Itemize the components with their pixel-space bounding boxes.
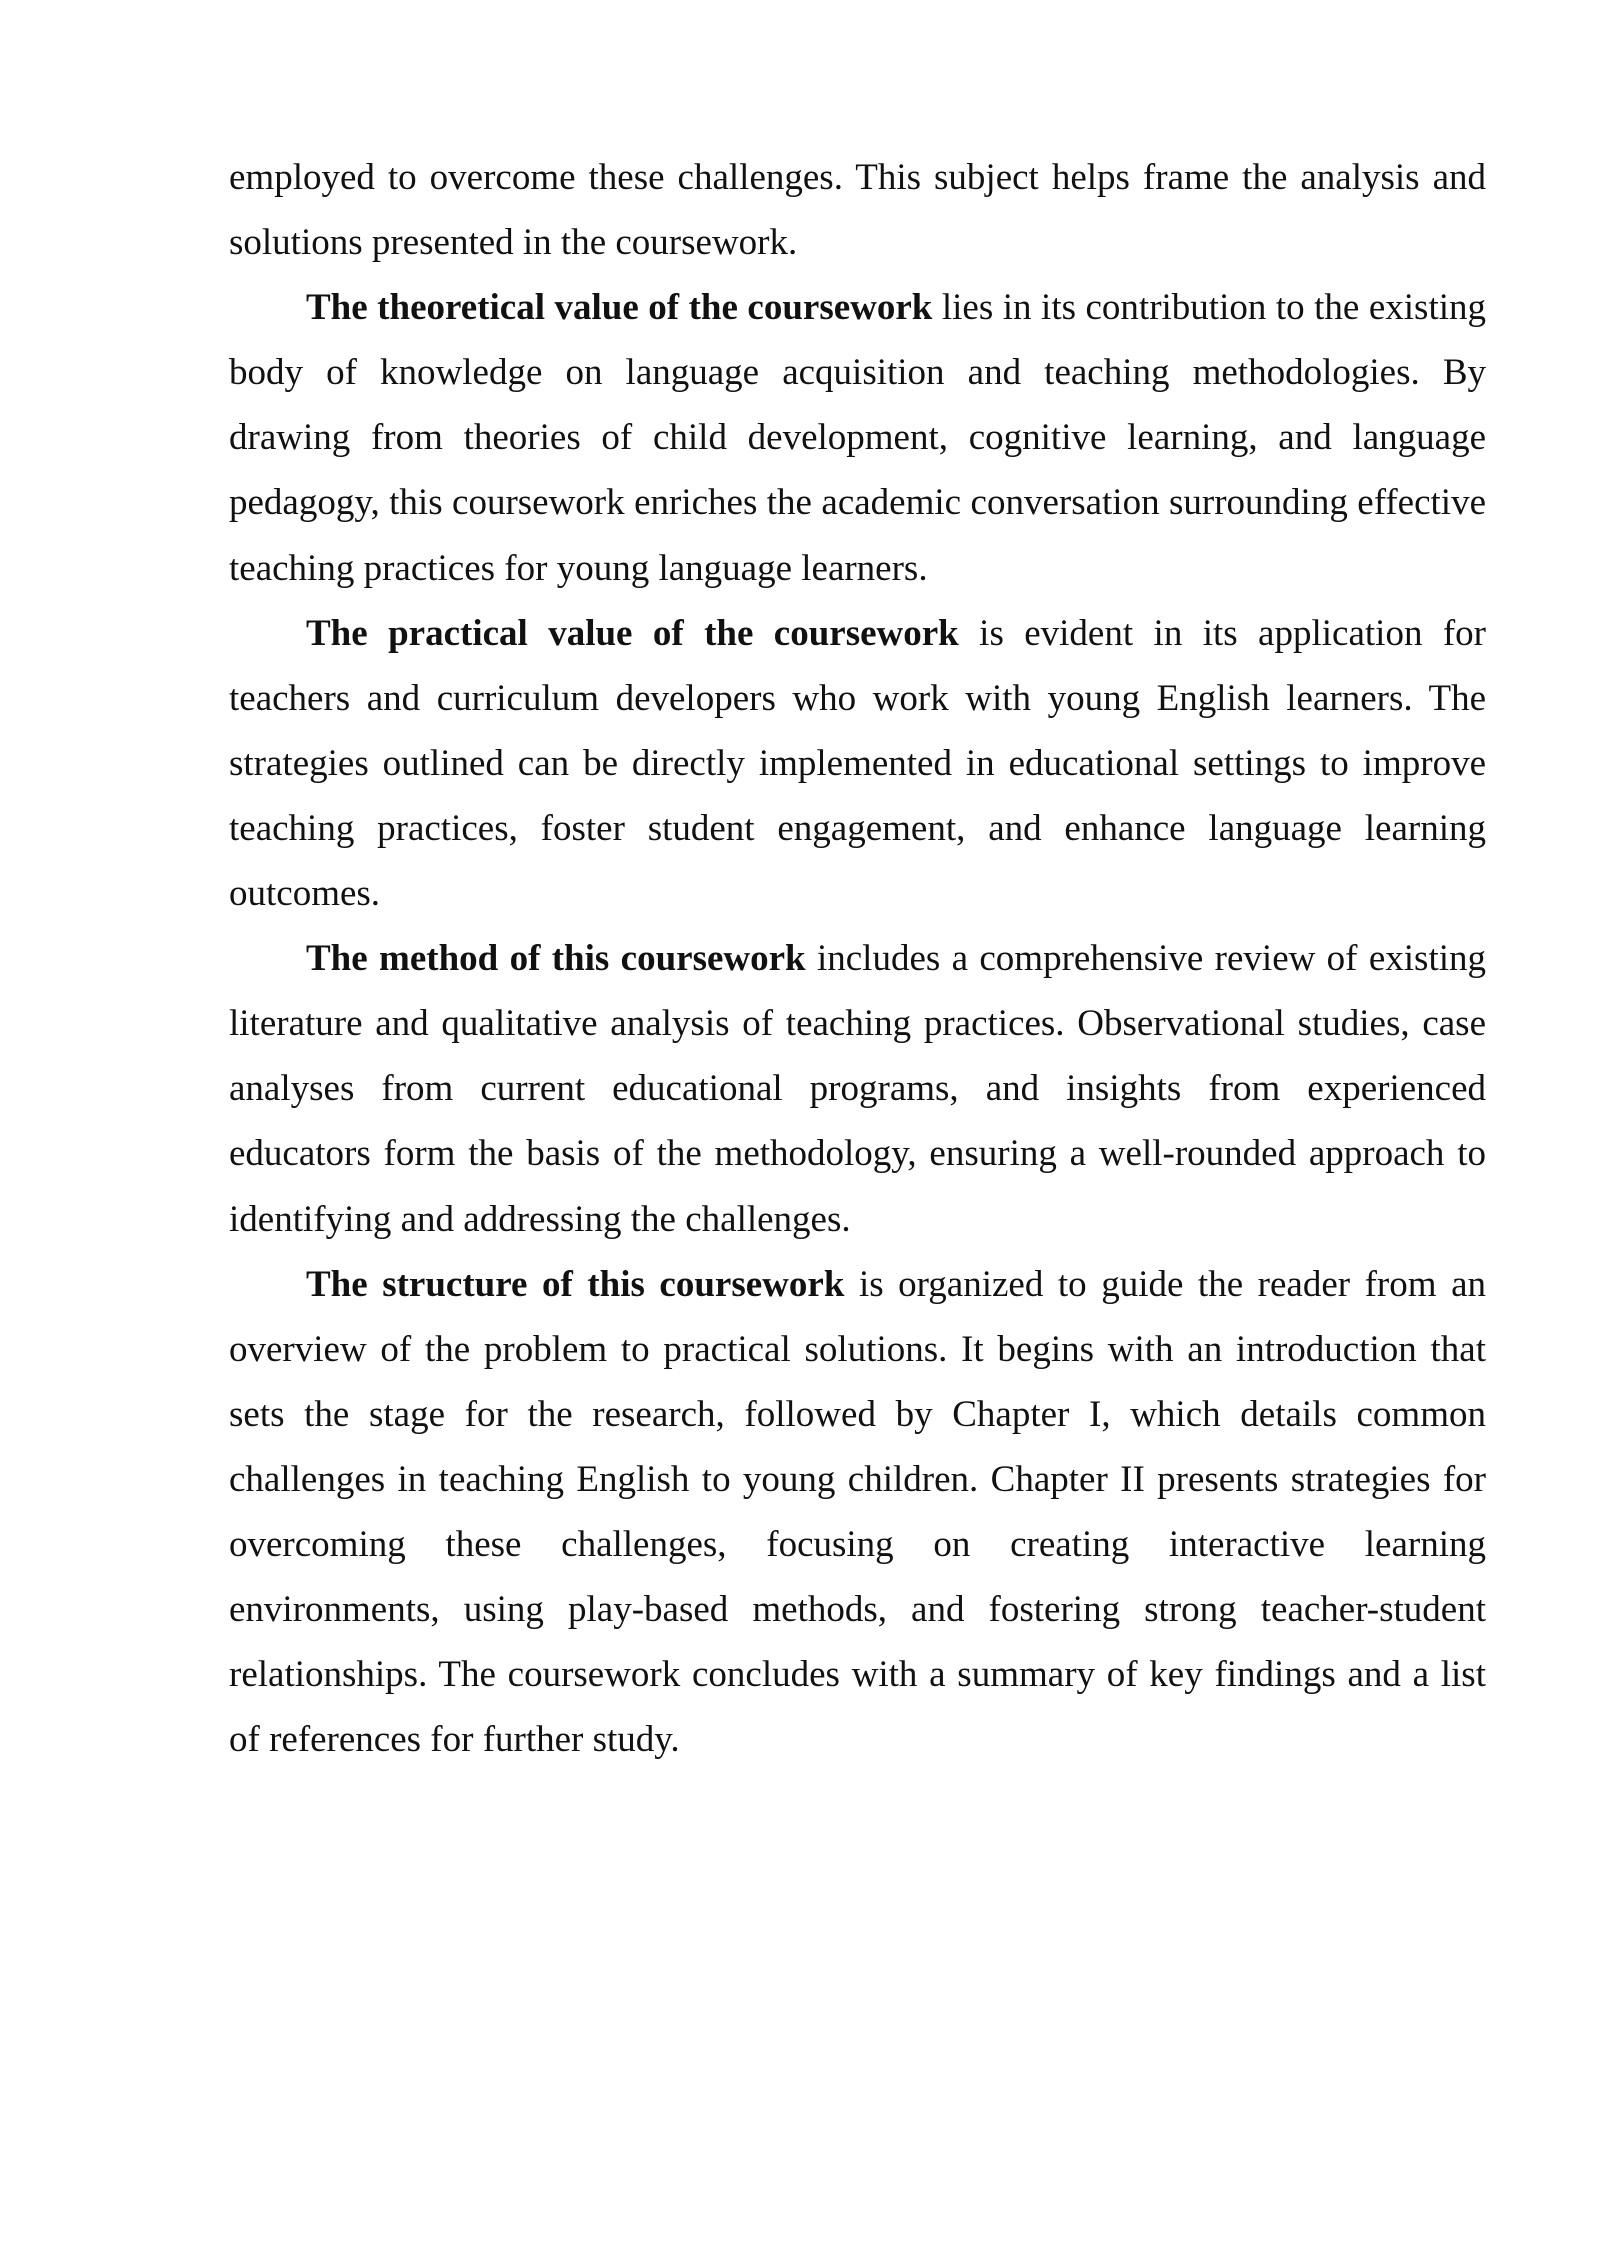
paragraph-heading: The structure of this coursework <box>306 1263 845 1305</box>
paragraph-text: is organized to guide the reader from an overview of the problem to practical solutions. It begins with an introduction that sets the stage for the research, followed by Chapter I, which details common challenges in teaching English to young children. Chapter II presents strategies for overcoming these challenges, focusing on creating interactive learning environments, using play-based methods, and fostering strong teacher-student relationships. The coursework concludes with a summary of key findings and a list of references for further study. <box>229 1263 1486 1761</box>
paragraph-heading: The theoretical value of the coursework <box>306 287 933 329</box>
paragraph-text: is evident in its application for teachers and curriculum developers who work with young English learners. The strategies outlined can be directly implemented in educational settings to improve teaching practices, foster student engagement, and enhance language learning outcomes. <box>229 612 1486 915</box>
paragraph-text: includes a comprehensive review of existing literature and qualitative analysis of teaching practices. Observational studies, case analyses from current educational programs, and insights from experienced educators form the basis of the methodology, ensuring a well-rounded approach to identifying and addressing the challenges. <box>229 938 1487 1240</box>
paragraph-structure <box>229 1252 1486 1773</box>
paragraph-text: lies in its contribution to the existing body of knowledge on language acquisition and teaching methodologies. By drawing from theories of child development, cognitive learning, and language pedagogy, this coursework enriches the academic conversation surrounding effective teaching practices for young language learners. <box>229 287 1486 589</box>
paragraph-text: employed to overcome these challenges. This subject helps frame the analysis and solutions presented in the coursework. <box>229 157 1486 264</box>
paragraph-method <box>229 926 1486 1251</box>
paragraph-practical-value <box>229 601 1486 926</box>
paragraph-heading: The method of this coursework <box>306 938 806 980</box>
paragraph-theoretical-value <box>229 275 1486 600</box>
document-body <box>229 145 1486 1772</box>
paragraph-heading: The practical value of the coursework <box>306 612 959 654</box>
paragraph-continuation <box>229 145 1486 275</box>
